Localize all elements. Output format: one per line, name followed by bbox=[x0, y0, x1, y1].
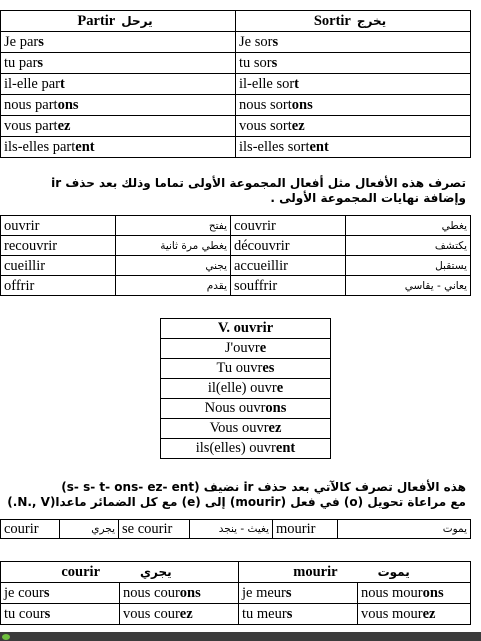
header-partir-fr: Partir bbox=[77, 12, 116, 29]
table-row bbox=[161, 399, 331, 419]
ending: ent bbox=[75, 138, 95, 155]
ending: s bbox=[272, 33, 279, 50]
vocabulary-table-courir bbox=[0, 519, 471, 539]
ending: t bbox=[294, 75, 300, 92]
ending: s bbox=[43, 584, 50, 601]
conjugation-line bbox=[161, 379, 331, 399]
stem: Tu ouvr bbox=[216, 360, 263, 376]
stem: ils-elles sort bbox=[239, 138, 310, 155]
table-row bbox=[1, 583, 471, 604]
cell-sortir bbox=[236, 74, 471, 95]
verb-fr: se courir bbox=[119, 520, 190, 539]
stem: nous cour bbox=[123, 584, 180, 601]
conjugation-table-courir-mourir bbox=[0, 561, 471, 625]
table-row bbox=[1, 32, 471, 53]
header-partir bbox=[1, 11, 236, 32]
verb-fr: ouvrir bbox=[1, 216, 116, 236]
ending: s bbox=[37, 54, 44, 71]
stem: nous sort bbox=[239, 96, 292, 113]
ending: e bbox=[259, 340, 267, 356]
table-row bbox=[1, 95, 471, 116]
ending: ent bbox=[275, 440, 296, 456]
table-row bbox=[161, 439, 331, 459]
cell-partir bbox=[1, 53, 236, 74]
ending: ez bbox=[268, 420, 282, 436]
conjugation-table-ouvrir bbox=[160, 318, 331, 459]
cell-sortir bbox=[236, 53, 471, 74]
stem: tu cour bbox=[4, 605, 45, 622]
stem: nous part bbox=[4, 96, 58, 113]
header-sortir-fr: Sortir bbox=[313, 12, 351, 29]
stem: Je par bbox=[4, 33, 39, 50]
header-courir-ar: يجري bbox=[140, 564, 172, 579]
paragraph-line: مع مراعاة تحويل (o) في فعل (mourir) إلى (e) مع كل الضمائر ماعدا(N., V.) bbox=[7, 495, 466, 509]
cell-sortir bbox=[236, 116, 471, 137]
paragraph-line: هذه الأفعال تصرف كالآتي بعد حذف ir نضيف (s- s- t- ons- ez- ent) bbox=[61, 480, 466, 494]
verb-fr: souffrir bbox=[231, 276, 346, 296]
header-partir-ar: يرحل bbox=[121, 13, 153, 28]
paragraph-first-group-rule: تصرف هذه الأفعال مثل أفعال المجموعة الأولى تماما وذلك بعد حذف ir وإضافة نهايات المجموعة الأولى . bbox=[51, 176, 466, 205]
conjugation-cell bbox=[1, 583, 120, 604]
header-mourir-ar: يموت bbox=[377, 564, 410, 579]
verb-ar: يكتشف bbox=[346, 236, 471, 256]
table-row bbox=[161, 339, 331, 359]
table-row bbox=[1, 256, 471, 276]
ending: s bbox=[38, 33, 44, 50]
stem: il-elle sor bbox=[239, 75, 295, 92]
verb-ar: يغطي مرة ثانية bbox=[116, 236, 231, 256]
stem: vous cour bbox=[123, 605, 180, 622]
stem: nous mour bbox=[361, 584, 423, 601]
table-row bbox=[1, 276, 471, 296]
header-mourir-fr: mourir bbox=[293, 563, 338, 580]
status-dot-icon bbox=[2, 634, 10, 640]
ending: ons bbox=[179, 584, 201, 601]
stem: ils(elles) ouvr bbox=[195, 440, 276, 456]
ending: ons bbox=[422, 584, 444, 601]
stem: J'ouvr bbox=[224, 340, 260, 356]
ending: ons bbox=[265, 400, 287, 416]
verb-ar: يقدم bbox=[116, 276, 231, 296]
stem: je cour bbox=[4, 584, 44, 601]
ending: ez bbox=[179, 605, 193, 622]
ending: e bbox=[276, 380, 284, 396]
cell-sortir bbox=[236, 32, 471, 53]
table-row bbox=[1, 116, 471, 137]
paragraph-courir-rule bbox=[6, 480, 466, 510]
conjugation-cell bbox=[120, 604, 239, 625]
header-ouvrir: V. ouvrir bbox=[161, 319, 331, 339]
verb-ar: يجري bbox=[60, 520, 119, 539]
conjugation-cell bbox=[1, 604, 120, 625]
verb-fr: mourir bbox=[273, 520, 338, 539]
verb-ar: يعاني - يقاسي bbox=[346, 276, 471, 296]
ending: ons bbox=[57, 96, 79, 113]
verb-ar: يفتح bbox=[116, 216, 231, 236]
stem: Je sor bbox=[239, 33, 273, 50]
conjugation-line bbox=[161, 439, 331, 459]
ending: ez bbox=[422, 605, 436, 622]
header-sortir-ar: يخرج bbox=[356, 13, 387, 28]
table-row bbox=[1, 520, 471, 539]
stem: tu par bbox=[4, 54, 38, 71]
verb-fr: couvrir bbox=[231, 216, 346, 236]
verb-ar: يموت bbox=[338, 520, 471, 539]
cell-partir bbox=[1, 74, 236, 95]
stem: Vous ouvr bbox=[209, 420, 269, 436]
stem: vous part bbox=[4, 117, 58, 134]
ending: ez bbox=[291, 117, 305, 134]
table-row bbox=[161, 359, 331, 379]
verb-fr: découvrir bbox=[231, 236, 346, 256]
stem: vous sort bbox=[239, 117, 292, 134]
conjugation-cell bbox=[239, 604, 358, 625]
verb-fr: recouvrir bbox=[1, 236, 116, 256]
header-courir bbox=[1, 562, 239, 583]
conjugation-cell bbox=[239, 583, 358, 604]
cell-partir bbox=[1, 137, 236, 158]
ending: s bbox=[285, 584, 292, 601]
conjugation-line bbox=[161, 359, 331, 379]
table-row bbox=[1, 236, 471, 256]
table-row bbox=[161, 419, 331, 439]
ending: ent bbox=[309, 138, 329, 155]
table-row bbox=[1, 216, 471, 236]
conjugation-cell bbox=[358, 583, 471, 604]
conjugation-line bbox=[161, 419, 331, 439]
ending: ez bbox=[57, 117, 71, 134]
stem: tu meur bbox=[242, 605, 287, 622]
header-sortir bbox=[236, 11, 471, 32]
conjugation-line bbox=[161, 339, 331, 359]
stem: tu sor bbox=[239, 54, 272, 71]
conjugation-cell bbox=[358, 604, 471, 625]
cell-partir bbox=[1, 32, 236, 53]
table-row bbox=[1, 137, 471, 158]
ending: s bbox=[286, 605, 293, 622]
stem: vous mour bbox=[361, 605, 423, 622]
table-row bbox=[161, 379, 331, 399]
verb-ar: يستقبل bbox=[346, 256, 471, 276]
stem: ils-elles part bbox=[4, 138, 76, 155]
stem: il(elle) ouvr bbox=[207, 380, 277, 396]
cell-partir bbox=[1, 116, 236, 137]
conjugation-line bbox=[161, 399, 331, 419]
cell-partir bbox=[1, 95, 236, 116]
vocabulary-table bbox=[0, 215, 471, 296]
verb-ar: يجني bbox=[116, 256, 231, 276]
conjugation-table-partir-sortir bbox=[0, 10, 471, 158]
verb-ar: يغطي bbox=[346, 216, 471, 236]
table-row bbox=[1, 74, 471, 95]
verb-fr: cueillir bbox=[1, 256, 116, 276]
conjugation-cell bbox=[120, 583, 239, 604]
verb-ar: يغيث - ينجد bbox=[190, 520, 273, 539]
ending: s bbox=[271, 54, 278, 71]
verb-fr: courir bbox=[1, 520, 60, 539]
header-courir-fr: courir bbox=[61, 563, 101, 580]
ending: t bbox=[59, 75, 65, 92]
window-bottom-bar bbox=[0, 632, 481, 641]
cell-sortir bbox=[236, 95, 471, 116]
ending: ons bbox=[291, 96, 313, 113]
table-row bbox=[1, 53, 471, 74]
stem: il-elle par bbox=[4, 75, 60, 92]
verb-fr: offrir bbox=[1, 276, 116, 296]
stem: je meur bbox=[242, 584, 286, 601]
ending: s bbox=[44, 605, 51, 622]
ending: es bbox=[262, 360, 275, 376]
table-row bbox=[1, 604, 471, 625]
stem: Nous ouvr bbox=[204, 400, 266, 416]
cell-sortir bbox=[236, 137, 471, 158]
verb-fr: accueillir bbox=[231, 256, 346, 276]
header-mourir bbox=[239, 562, 471, 583]
